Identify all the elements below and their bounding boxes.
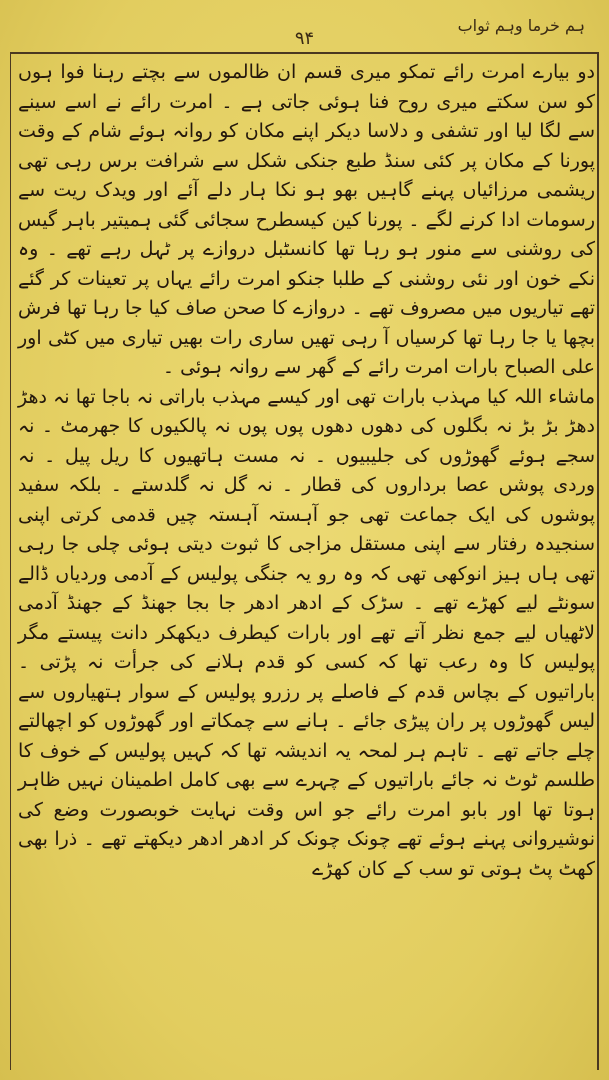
page-number: ۹۴ — [294, 28, 315, 49]
paragraph: ماشاء اللہ کیا مہذب بارات تھی اور کیسے مہذب باراتی نہ باجا تھا نہ دھڑ دھڑ بڑ بڑ نہ بگلوں کی دھوں دھوں پوں پوں نہ پالکیوں کا جھرمٹ ۔ نہ سجے ہوئے گھوڑوں کی جلیبیوں ۔ نہ مست ہاتھیوں کا ریل پیل ۔ نہ وردی پوشں عصا برداروں کی قطار ۔ نہ گل نہ گلدستے ۔ بلکہ سفید پوشوں کی ایک جماعت تھی جو آہستہ آہستہ چیں قدمی کرتی اپنی سنجیدہ رفتار سے اپنی مستقل مزاجی کا ثبوت دیتی ہوئی چلی جا رہی تھی ہاں ہیز انوکھی تھی کہ وہ رو یہ جنگی پولیس کے آدمی وردیاں ڈالے سونٹے لیے کھڑے تھے ۔ سڑک کے ادھر ادھر جا بجا جھنڈ کے جھنڈ آدمی لاٹھیاں لیے جمع نظر آتے تھے اور بارات کیطرف دیکھکر دانت پیستے مگر پولیس کا وہ رعب تھا کہ کسی کو قدم ہلانے کی جرأت نہ پڑتی ۔ باراتیوں کے بچاس قدم کے فاصلے پر رزرو پولیس کے سوار ہتھیاروں سے لیس گھوڑوں پر ران پیڑی جائے ۔ ہانے سے چمکاتے اور گھوڑوں کو اچھالتے چلے جاتے تھے ۔ تاہم ہر لمحہ یہ اندیشہ تھا کہ کہیں پولیس کے خوف کا طلسم ٹوٹ نہ جائے باراتیوں کے چہرے سے بھی کامل اطمینان نہیں ظاہر ہوتا تھا اور بابو امرت رائے جو اس وقت نہایت خوبصورت وضع کی نوشیروانی پہنے ہوئے تھے چونک چونک کر ادھر ادھر دیکھتے تھے ۔ ذرا بھی کھٹ پٹ ہوتی تو سب کے کان کھڑے — [18, 385, 595, 880]
page-body — [18, 58, 595, 884]
running-header-title: ہم خرما وہم ثواب — [457, 16, 585, 35]
paragraph: دو بیارے امرت رائے تمکو میری قسم ان ظالموں سے بچتے رہنا فوا ہوں کو سن سکتے میری روح فنا ہوئی جاتی ہے ۔ امرت رائے نے اسے سینے سے لگا لیا اور تشفی و دلاسا دیکر اپنے مکان کو روانہ ہوئے شام کے وقت پورنا کے مکان پر کئی سنڈ طبع جنکی شکل سے شرافت برس رہی تھی ریشمی مرزائیاں پہنے گاہیں بھو ہو نکا ہار دلے آئے اور ویدک ریت سے رسومات ادا کرنے لگے ۔ پورنا کین کیسطرح سجائی گئی ہمیتیر باہر گیس کی روشنی سے منور ہو رہا تھا کانسٹبل دروازے پر ٹہل رہے تھے ۔ وہ نکے خون اور نئی روشنی کے طلبا جنکو امرت رائے یہاں پر تعینات کر گئے تھے تیاریوں میں مصروف تھے ۔ دروازے کا صحن صاف کیا جا رہا تھا فرش بچھا یا جا رہا تھا کرسیاں آ رہی تھیں ساری رات بھیں تیاری میں کٹی اور علی الصباح بارات امرت رائے کے گھر سے روانہ ہوئی ۔ — [18, 61, 595, 378]
